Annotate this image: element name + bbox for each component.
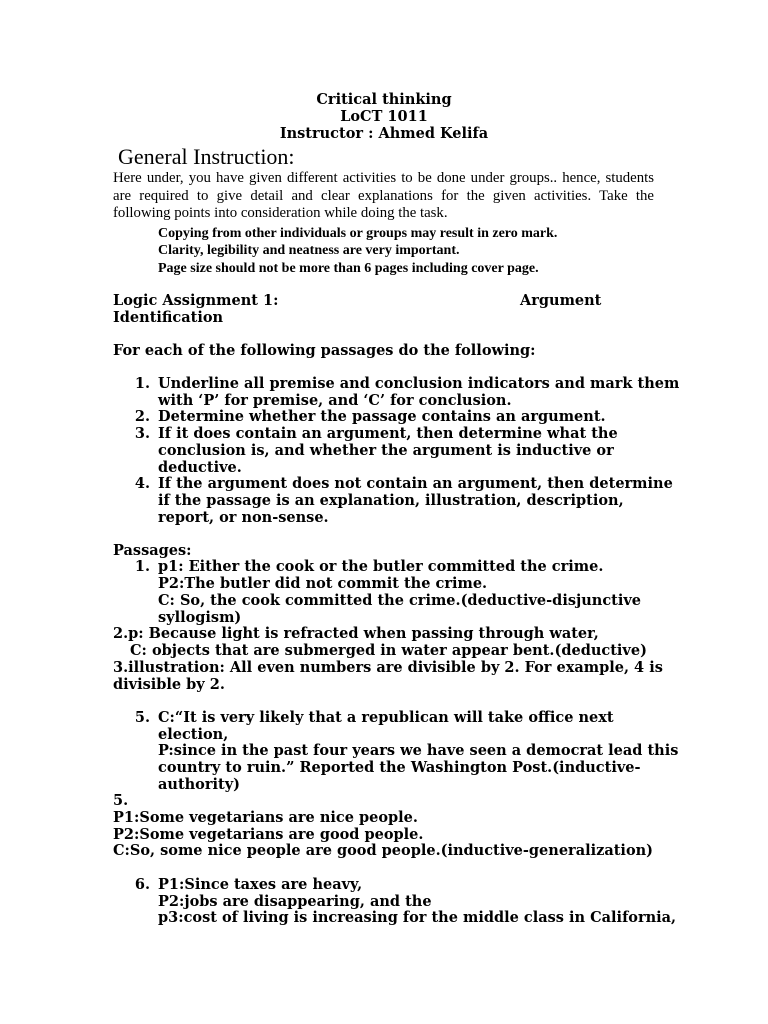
passage-line: P1:Some vegetarians are nice people. [113, 809, 418, 826]
general-instruction-heading: General Instruction: [118, 144, 295, 169]
task-line: report, or non-sense. [158, 509, 329, 526]
assignment-title-right: Argument [520, 292, 602, 309]
passage-line: P2:Some vegetarians are good people. [113, 826, 424, 843]
passage-number: 5. [134, 709, 150, 726]
passage-line: election, [158, 726, 229, 743]
passage-line: P1:Since taxes are heavy, [158, 876, 363, 893]
task-line: If it does contain an argument, then determine what the [158, 425, 618, 442]
passage-line: C: So, the cook committed the crime.(deductive-disjunctive [158, 592, 642, 609]
passage-number: 5. [113, 792, 129, 809]
passage-line: P2:jobs are disappearing, and the [158, 893, 432, 910]
passage-number: 6. [134, 876, 150, 893]
instruction-point: Copying from other individuals or groups may result in zero mark. [158, 226, 558, 241]
passage-line: C: objects that are submerged in water appear bent.(deductive) [130, 642, 647, 659]
passage-line: p1: Either the cook or the butler committed the crime. [158, 558, 604, 575]
task-number: 2. [134, 408, 150, 425]
passage-line: divisible by 2. [113, 676, 225, 693]
passage-line: p3:cost of living is increasing for the middle class in California, [158, 909, 677, 926]
assignment-prompt: For each of the following passages do the following: [113, 342, 536, 359]
course-title: Critical thinking [316, 91, 452, 108]
task-line: Determine whether the passage contains an argument. [158, 408, 606, 425]
assignment-title-left: Logic Assignment 1: [113, 292, 279, 309]
passages-label: Passages: [113, 542, 192, 559]
instruction-point: Page size should not be more than 6 pages including cover page. [158, 261, 539, 276]
task-line: conclusion is, and whether the argument is inductive or [158, 442, 614, 459]
task-line: with ‘P’ for premise, and ‘C’ for conclusion. [158, 392, 512, 409]
task-line: if the passage is an explanation, illustration, description, [158, 492, 624, 509]
task-number: 3. [134, 425, 150, 442]
passage-line: C:“It is very likely that a republican will take office next [158, 709, 614, 726]
task-number: 1. [134, 375, 150, 392]
passage-line: P2:The butler did not commit the crime. [158, 575, 488, 592]
task-line: If the argument does not contain an argument, then determine [158, 475, 673, 492]
passage-line: 2.p: Because light is refracted when passing through water, [113, 625, 599, 642]
instructor-line: Instructor : Ahmed Kelifa [279, 125, 489, 142]
instruction-point: Clarity, legibility and neatness are very important. [158, 243, 460, 258]
passage-line: 3.illustration: All even numbers are divisible by 2. For example, 4 is [113, 659, 663, 676]
task-number: 4. [134, 475, 150, 492]
course-code: LoCT 1011 [340, 108, 428, 125]
task-line: Underline all premise and conclusion indicators and mark them [158, 375, 680, 392]
passage-line: authority) [158, 776, 240, 793]
assignment-title-line2: Identification [113, 309, 224, 326]
instruction-paragraph: Here under, you have given different activities to be done under groups.. hence, students are required to give detail and clear explanations for the given activities. Take the following points into consideration while doing the task. [113, 170, 654, 222]
task-line: deductive. [158, 459, 242, 476]
passage-line: country to ruin.” Reported the Washington Post.(inductive- [158, 759, 641, 776]
passage-number: 1. [134, 558, 150, 575]
passage-line: syllogism) [158, 609, 242, 626]
passage-line: P:since in the past four years we have seen a democrat lead this [158, 742, 679, 759]
passage-line: C:So, some nice people are good people.(inductive-generalization) [113, 842, 654, 859]
